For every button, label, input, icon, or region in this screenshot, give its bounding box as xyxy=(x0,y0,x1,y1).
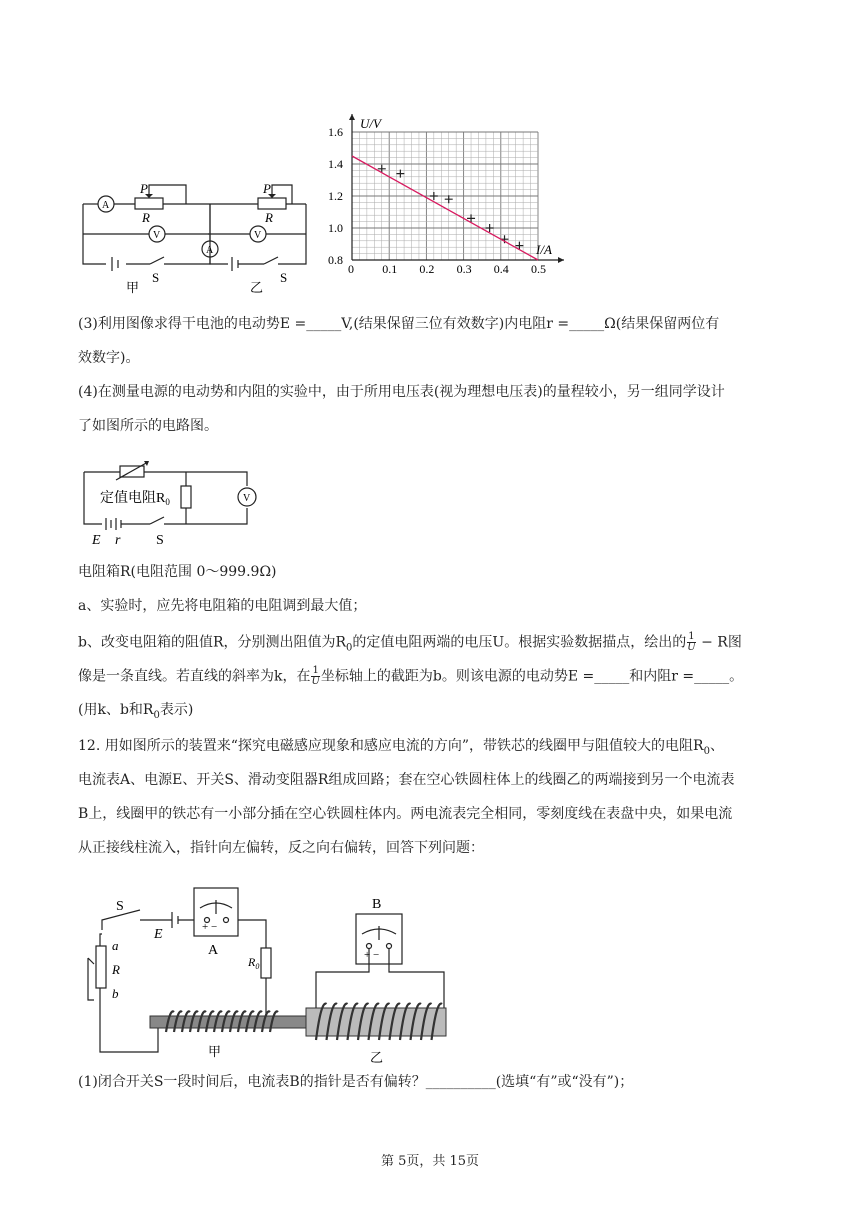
y-tick-label: 1.2 xyxy=(328,189,343,203)
resistor-r-label: R xyxy=(142,210,150,225)
source-e-label: E xyxy=(154,927,163,942)
x-tick-label: 0.1 xyxy=(382,262,398,276)
induction-apparatus-diagram xyxy=(80,880,460,1070)
circuit-diagram-resistance-box xyxy=(80,452,270,552)
x-tick-label: 0.2 xyxy=(419,262,435,276)
step-b-line1: b、改变电阻箱的阻值R，分别测出阻值为$R_0$的定值电阻两端的电压U。根据实验数据描点，绘出的 $\frac{1}{U}$ − R图 xyxy=(78,631,742,654)
label-jia: 甲 xyxy=(126,280,140,295)
meter-b-label: B xyxy=(372,897,382,912)
x-tick-label: 0.5 xyxy=(531,262,546,276)
slider-a-label: a xyxy=(112,938,119,953)
x-tick-label: 0.3 xyxy=(456,262,472,276)
switch-s-label: S xyxy=(152,270,160,285)
q3-line2: 效数字)。 xyxy=(78,350,140,366)
switch-s-label-yi: S xyxy=(280,270,288,285)
y-tick-label: 1.6 xyxy=(328,125,343,139)
voltmeter-v-label-2: V xyxy=(243,493,251,504)
circuit-diagram-yi xyxy=(196,178,312,298)
meter-a-terminals: + − xyxy=(202,921,218,933)
resistance-box-range: 电阻箱R(电阻范围 0～999.9Ω) xyxy=(78,564,277,580)
meter-b-terminals: + − xyxy=(364,949,380,961)
label-yi: 乙 xyxy=(250,280,264,295)
fixed-resistor-label: 定值电阻$R_0$ xyxy=(100,491,170,507)
q12-line4: 从正接线柱流入，指针向左偏转，反之向右偏转，回答下列问题： xyxy=(78,840,484,856)
y-tick-label: 1.0 xyxy=(328,221,343,235)
y-axis-label: U/V xyxy=(360,116,381,131)
u-i-graph xyxy=(320,110,580,280)
step-b-line2: 像是一条直线。若直线的斜率为k，在 $\frac{1}{U}$ 坐标轴上的截距为b。则该电源的电动势E =_____和内阻r =_____。 xyxy=(78,665,744,687)
x-axis-label: I/A xyxy=(536,242,552,257)
resistor-r-label-yi: R xyxy=(265,210,273,225)
q12-line2: 电流表A、电源E、开关S、滑动变阻器R组成回路；套在空心铁圆柱体上的线圈乙的两端接到另一个电流表 xyxy=(78,772,735,788)
ammeter-a-label: A xyxy=(102,200,110,211)
voltmeter-v-label-yi: V xyxy=(254,230,262,241)
fit-line xyxy=(352,156,538,260)
step-a: a、实验时，应先将电阻箱的电阻调到最大值； xyxy=(78,598,367,614)
data-point xyxy=(430,192,438,200)
x-axis-arrow xyxy=(558,257,564,263)
slider-p-label-yi: P xyxy=(263,181,271,196)
q12-line3: B上，线圈甲的铁芯有一小部分插在空心铁圆柱体内。两电流表完全相同，零刻度线在表盘中央，如果电流 xyxy=(78,806,733,822)
y-axis-arrow xyxy=(349,114,355,120)
internal-r-label: r xyxy=(115,533,121,548)
slider-p-label: P xyxy=(140,181,148,196)
y-tick-label: 1.4 xyxy=(328,157,343,171)
rheostat-r-label: R xyxy=(112,962,120,977)
fraction-1-over-u: $\frac{1}{U}$ xyxy=(687,631,696,653)
emf-e-label: E xyxy=(92,533,101,548)
q4-line2: 了如图所示的电路图。 xyxy=(78,418,218,434)
q12-line1: 12. 用如图所示的装置来“探究电磁感应现象和感应电流的方向”，带铁芯的线圈甲与阻值较大的电阻$R_0$、 xyxy=(78,738,724,757)
switch-s-label-3: S xyxy=(116,899,124,914)
meter-a-label: A xyxy=(208,943,219,958)
ammeter-a-label-yi: A xyxy=(206,245,214,256)
y-tick-label: 0.8 xyxy=(328,253,343,267)
q3-line1: (3)利用图像求得干电池的电动势E =_____V,(结果保留三位有效数字)内电阻r =_____Ω(结果保留两位有 xyxy=(78,316,720,332)
switch-s-label-2: S xyxy=(156,533,164,548)
data-point xyxy=(396,170,404,178)
r0-label: $R_0$ xyxy=(248,955,260,971)
step-b-line3: (用k、b和$R_0$表示) xyxy=(78,702,194,721)
x-tick-label: 0 xyxy=(348,262,354,276)
q12-sub1: (1)闭合开关S一段时间后，电流表B的指针是否有偏转？__________(选填“有”或“没有”)； xyxy=(78,1074,634,1090)
fraction-1-over-u-2: $\frac{1}{U}$ xyxy=(311,665,320,687)
q4-line1: (4)在测量电源的电动势和内阻的实验中，由于所用电压表(视为理想电压表)的量程较小，另一组同学设计 xyxy=(78,384,725,400)
x-tick-label: 0.4 xyxy=(493,262,509,276)
voltmeter-v-label: V xyxy=(153,230,161,241)
page-footer: 第 5页，共 15页 xyxy=(380,1154,480,1169)
slider-b-label: b xyxy=(112,986,119,1001)
coil-yi-label: 乙 xyxy=(370,1050,384,1065)
coil-jia-label: 甲 xyxy=(208,1044,222,1059)
